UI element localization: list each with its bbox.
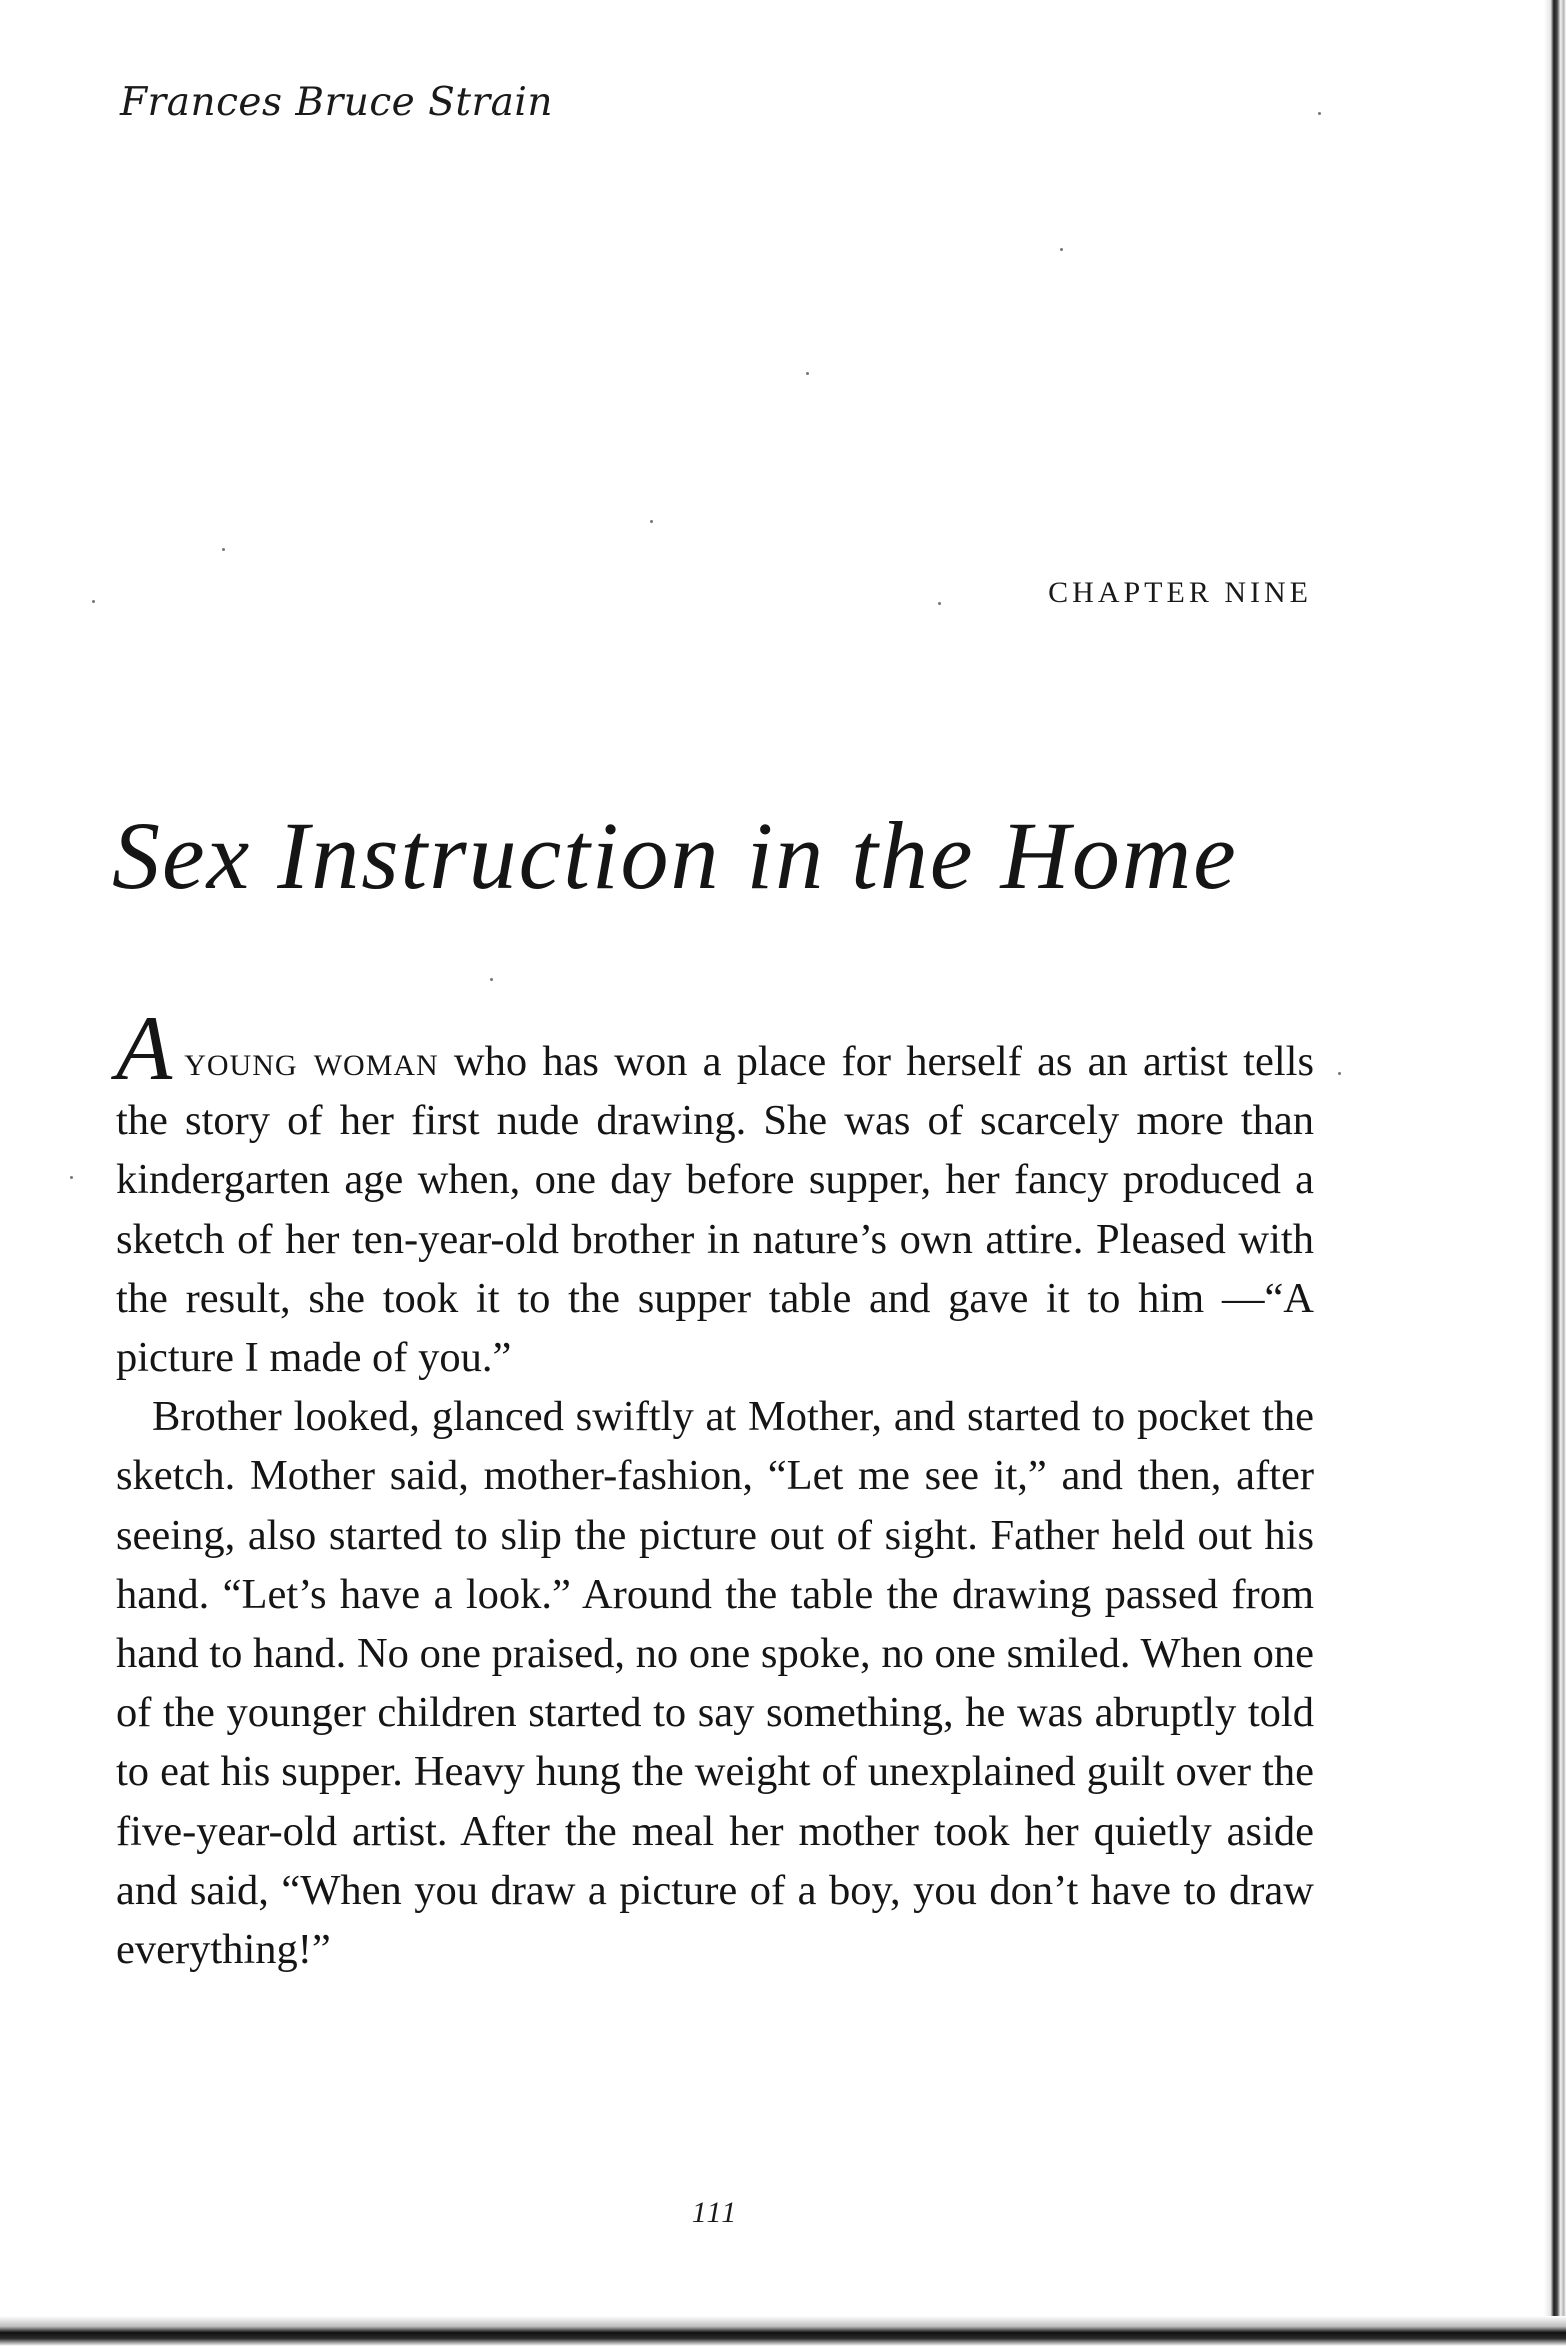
scan-speck — [490, 978, 493, 981]
page-number: 111 — [691, 2196, 739, 2229]
chapter-label: CHAPTER NINE — [1048, 576, 1312, 609]
running-header-author: Frances Bruce Strain — [120, 80, 554, 125]
scan-speck — [650, 520, 653, 523]
paragraph-1-text: who has won a place for herself as an artist tells the story of her first nude drawing. She was of scarcely more than kindergarten age when, one day before supper, her fancy produced a sketch of her ten-year-old brother in nature’s own attire. Pleased with the result, she took it to the supper table and gave it to him —“A picture I made of you.” — [116, 1038, 1314, 1382]
body-text — [116, 997, 1314, 1979]
scan-speck — [1060, 248, 1063, 251]
scan-bottom-edge — [0, 2316, 1566, 2346]
scan-speck — [92, 600, 95, 603]
lead-in-small-caps: young woman — [184, 1038, 439, 1085]
chapter-title: Sex Instruction in the Home — [112, 802, 1238, 909]
paragraph-2: Brother looked, glanced swiftly at Mother, and started to pocket the sketch. Mother said, mother-fashion, “Let me see it,” and then, after seeing, also started to slip the picture out of sight. Father held out his hand. “Let’s have a look.” Around the table the drawing passed from hand to hand. No one praised, no one spoke, no one smiled. When one of the younger children started to say something, he was abruptly told to eat his supper. Heavy hung the weight of unexplained guilt over the five-year-old artist. After the meal her mother took her quietly aside and said, “When you draw a picture of a boy, you don’t have to draw everything!” — [116, 1393, 1314, 1974]
paragraph-1 — [116, 997, 1314, 1387]
scan-speck — [1338, 1072, 1341, 1075]
scan-speck — [1318, 112, 1321, 115]
scan-speck — [938, 602, 941, 605]
scan-speck — [70, 1176, 73, 1179]
scan-speck — [222, 548, 225, 551]
scan-speck — [806, 372, 809, 375]
drop-cap: A — [116, 997, 173, 1099]
scan-right-edge — [1544, 0, 1566, 2346]
